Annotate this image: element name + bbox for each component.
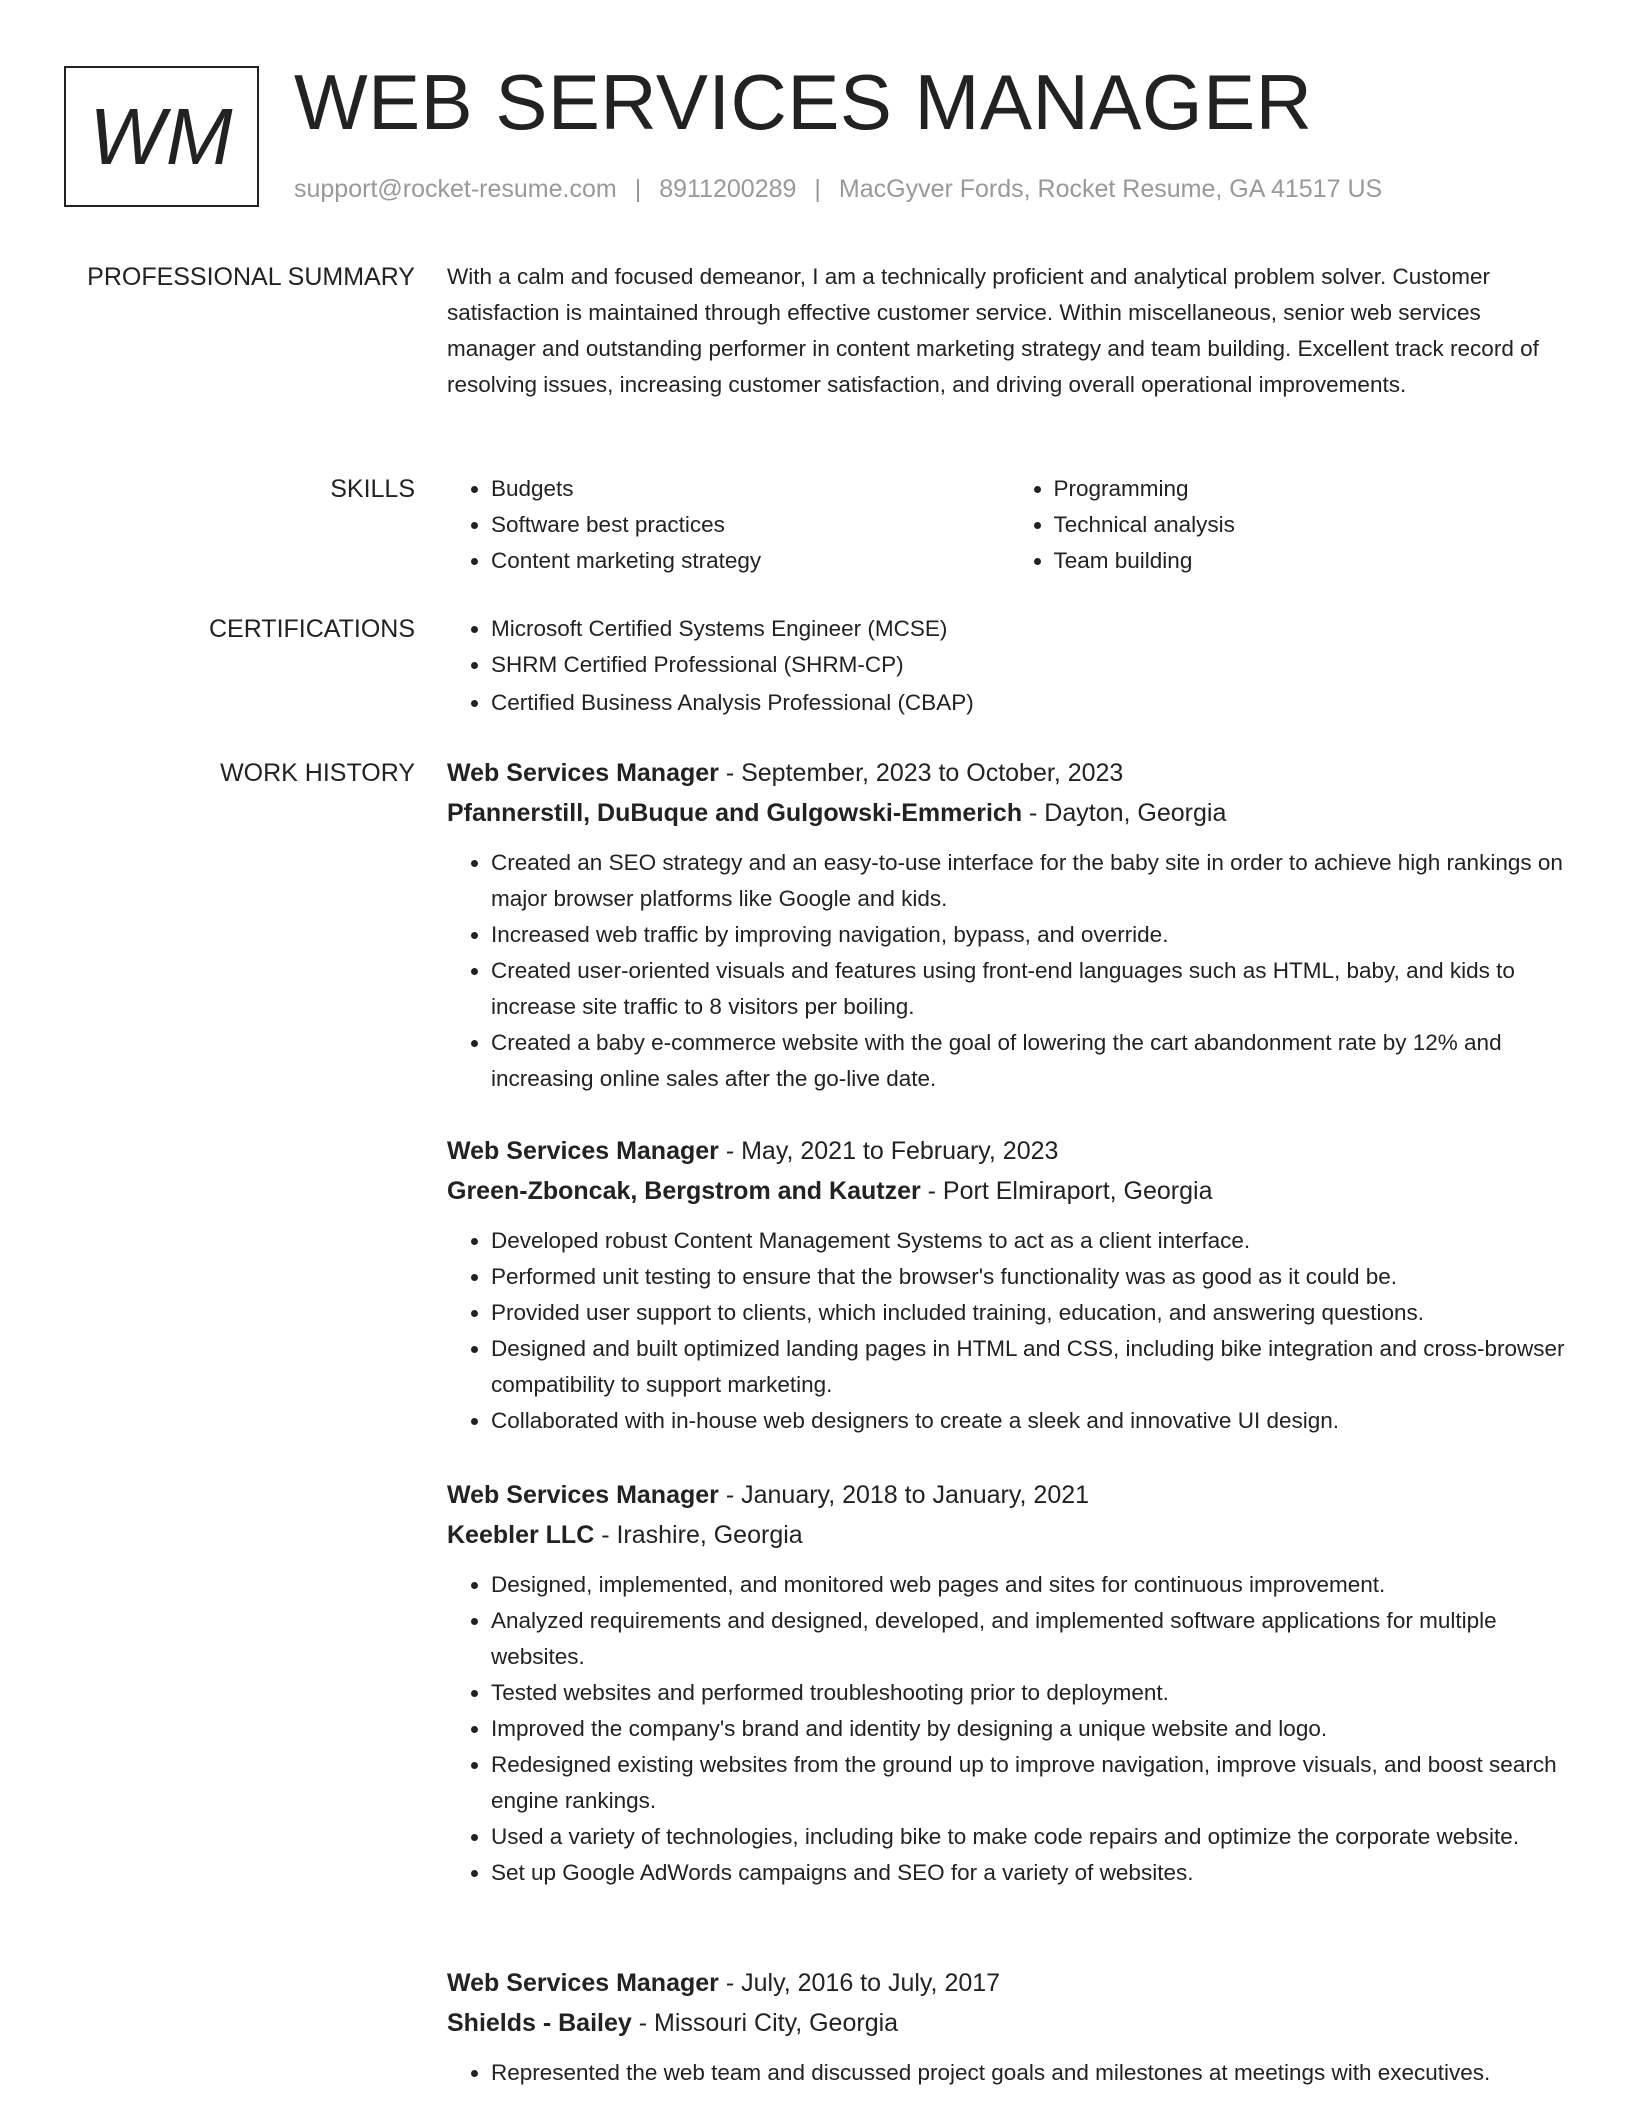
job-bullet: • Created an SEO strategy and an easy-to-use interface for the baby site in order to achieve high rankings on major browser platforms like Google and kids. (491, 845, 1572, 917)
job-bullets (447, 1567, 1572, 1891)
summary-content (447, 259, 1572, 403)
skills-list-right (1010, 471, 1573, 579)
certifications-list (447, 611, 1572, 721)
job-title-line (447, 1475, 1572, 1515)
job-bullet: • Created a baby e-commerce website with the goal of lowering the cart abandonment rate by 12% and increasing online sales after the go-live date. (491, 1025, 1572, 1097)
certification-item: • Certified Business Analysis Professional (CBAP) (491, 685, 1572, 721)
job-dates: - May, 2021 to February, 2023 (718, 1137, 1059, 1165)
job-bullet: • Created user-oriented visuals and features using front-end languages such as HTML, baby, and kids to increase site traffic to 8 visitors per boiling. (491, 953, 1572, 1025)
certification-item: • SHRM Certified Professional (SHRM-CP) (491, 647, 1572, 683)
contact-line (294, 175, 1382, 204)
certifications-heading: CERTIFICATIONS (208, 615, 415, 643)
job-company-line (447, 2003, 1572, 2043)
summary-heading: PROFESSIONAL SUMMARY (87, 263, 415, 291)
job-content (447, 753, 1572, 1097)
job-company: Keebler LLC (447, 1521, 595, 1549)
job-location: - Irashire, Georgia (594, 1521, 803, 1549)
job-bullet: • Used a variety of technologies, including bike to make code repairs and optimize the corporate website. (491, 1819, 1572, 1855)
job-bullet: • Represented the web team and discussed project goals and milestones at meetings with executives. (491, 2055, 1572, 2091)
job-location: - Missouri City, Georgia (631, 2009, 899, 2037)
job-dates: - July, 2016 to July, 2017 (718, 1969, 1001, 1997)
job-bullet: • Designed and built optimized landing pages in HTML and CSS, including bike integration and cross-browser compatibility to support marketing. (491, 1331, 1572, 1403)
job-title: Web Services Manager (447, 1481, 719, 1509)
job-location: - Port Elmiraport, Georgia (920, 1177, 1213, 1205)
job-company: Green-Zboncak, Bergstrom and Kautzer (447, 1177, 921, 1205)
job-company-line (447, 1171, 1572, 1211)
work-history-heading: WORK HISTORY (220, 759, 415, 787)
contact-phone: 8911200289 (659, 175, 797, 203)
skill-item: • Software best practices (491, 507, 1010, 543)
job-content (447, 1131, 1572, 1439)
job-content (447, 1963, 1572, 2091)
job-bullets (447, 2055, 1572, 2091)
job-title-line (447, 1131, 1572, 1171)
skill-item: • Technical analysis (1054, 507, 1573, 543)
job-dates: - September, 2023 to October, 2023 (718, 759, 1124, 787)
skill-item: • Content marketing strategy (491, 543, 1010, 579)
job-bullet: • Analyzed requirements and designed, developed, and implemented software applications for multiple websites. (491, 1603, 1572, 1675)
job-bullet: • Designed, implemented, and monitored web pages and sites for continuous improvement. (491, 1567, 1572, 1603)
job-title-line (447, 1963, 1572, 2003)
job-title: Web Services Manager (447, 1137, 719, 1165)
job-bullet: • Improved the company's brand and identity by designing a unique website and logo. (491, 1711, 1572, 1747)
contact-separator: | (634, 175, 642, 203)
job-company: Pfannerstill, DuBuque and Gulgowski-Emmerich (447, 799, 1023, 827)
job-bullets (447, 845, 1572, 1097)
job-bullet: • Developed robust Content Management Systems to act as a client interface. (491, 1223, 1572, 1259)
job-company: Shields - Bailey (447, 2009, 632, 2037)
job-bullet: • Tested websites and performed troubleshooting prior to deployment. (491, 1675, 1572, 1711)
monogram-box (64, 66, 259, 207)
job-bullet: • Redesigned existing websites from the ground up to improve navigation, improve visuals, and boost search engine rankings. (491, 1747, 1572, 1819)
certifications-content (447, 611, 1572, 721)
job-company-line (447, 793, 1572, 833)
skill-item: • Programming (1054, 471, 1573, 507)
job-dates: - January, 2018 to January, 2021 (718, 1481, 1090, 1509)
job-bullet: • Performed unit testing to ensure that the browser's functionality was as good as it could be. (491, 1259, 1572, 1295)
skills-content (447, 471, 1572, 579)
skill-item: • Team building (1054, 543, 1573, 579)
skill-item: • Budgets (491, 471, 1010, 507)
job-bullet: • Set up Google AdWords campaigns and SEO for a variety of websites. (491, 1855, 1572, 1891)
job-company-line (447, 1515, 1572, 1555)
job-bullet: • Increased web traffic by improving navigation, bypass, and override. (491, 917, 1572, 953)
job-location: - Dayton, Georgia (1022, 799, 1227, 827)
contact-email: support@rocket-resume.com (294, 175, 617, 203)
skills-list-left (447, 471, 1010, 579)
skills-heading: SKILLS (330, 475, 415, 503)
job-bullets (447, 1223, 1572, 1439)
resume-title: WEB SERVICES MANAGER (294, 58, 1313, 146)
job-title: Web Services Manager (447, 759, 719, 787)
job-content (447, 1475, 1572, 1891)
summary-text: With a calm and focused demeanor, I am a technically proficient and analytical problem solver. Customer satisfaction is maintained through effective customer service. Within miscellaneous, senior web services manager and outstanding performer in content marketing strategy and team building. Excellent track record of resolving issues, increasing customer satisfaction, and driving overall operational improvements. (447, 264, 1539, 397)
certification-item: • Microsoft Certified Systems Engineer (MCSE) (491, 611, 1572, 647)
job-bullet: • Provided user support to clients, which included training, education, and answering questions. (491, 1295, 1572, 1331)
job-title-line (447, 753, 1572, 793)
contact-separator: | (814, 175, 821, 203)
contact-address: MacGyver Fords, Rocket Resume, GA 41517 US (838, 175, 1383, 203)
job-title: Web Services Manager (447, 1969, 719, 1997)
job-bullet: • Collaborated with in-house web designers to create a sleek and innovative UI design. (491, 1403, 1572, 1439)
monogram-initials: WM (89, 91, 234, 181)
